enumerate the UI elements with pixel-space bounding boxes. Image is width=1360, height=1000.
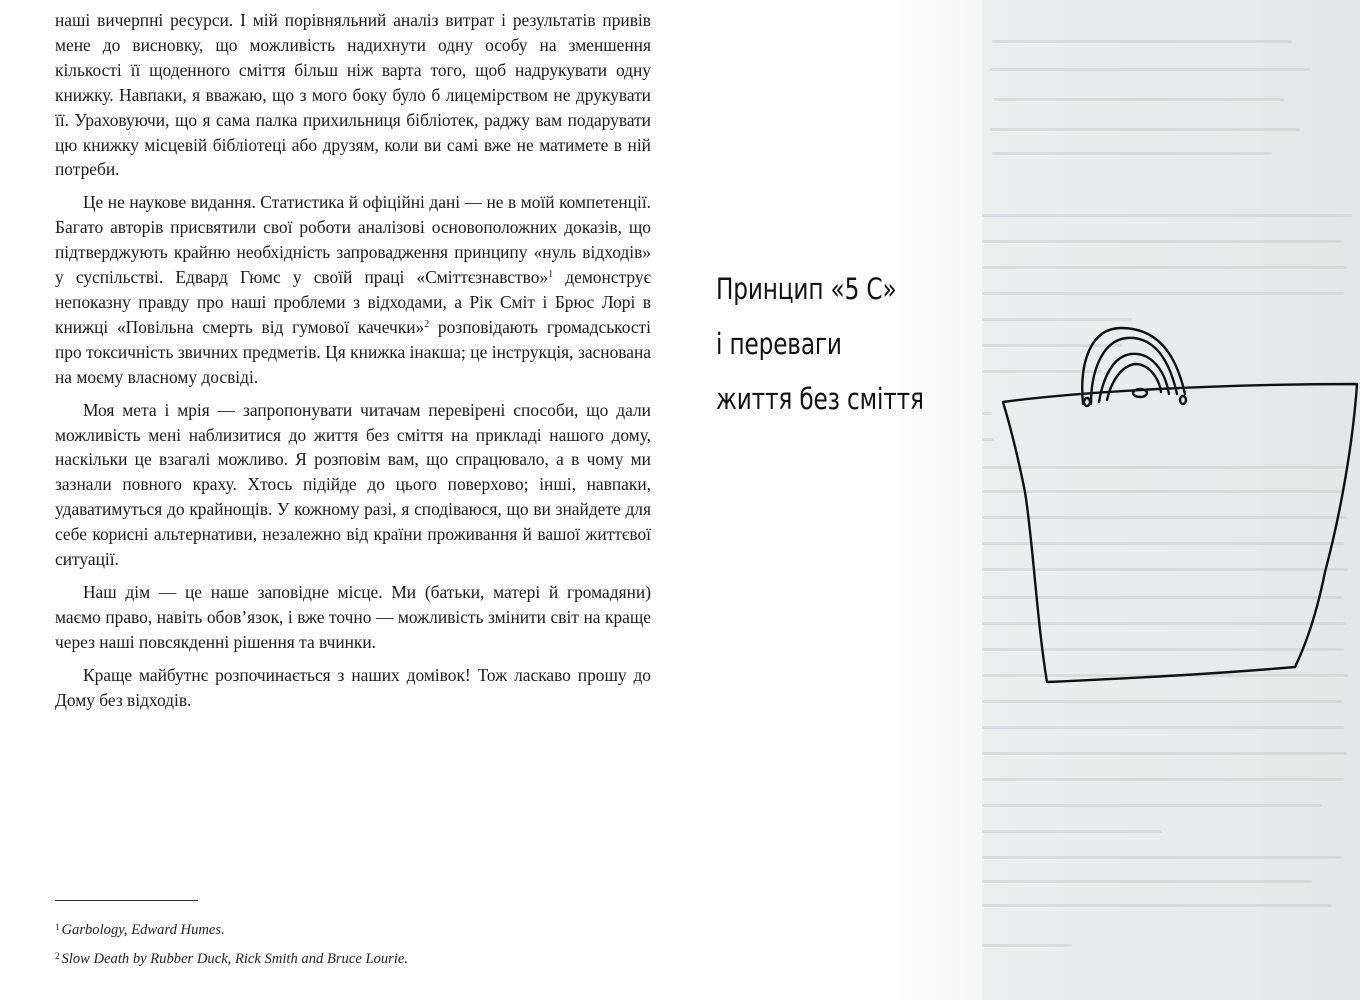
footnote-2-number: 2 bbox=[55, 951, 60, 961]
show-through-line bbox=[982, 240, 1342, 243]
paragraph-2 bbox=[55, 190, 651, 389]
chapter-title-line-2: і переваги bbox=[716, 327, 842, 361]
footnote-1 bbox=[55, 914, 655, 943]
show-through-line bbox=[982, 292, 1344, 295]
chapter-title-line-1: Принцип «5 С» bbox=[716, 272, 897, 306]
show-through-line bbox=[982, 752, 1347, 755]
paragraph-2-part-2: демонструє непоказну правду про наші проблеми з відходами, а Рік Сміт і Брюс Лорі в книжці «Повільна смерть від гумової качечки» bbox=[55, 267, 652, 337]
footnote-2 bbox=[55, 943, 655, 972]
paragraph-5: Краще майбутнє розпочинається з наших домівок! Тож ласкаво прошу до Дому без відходів. bbox=[55, 664, 651, 710]
chapter-title-line-3: життя без сміття bbox=[716, 382, 924, 416]
bag-body bbox=[1003, 384, 1357, 682]
show-through-line bbox=[982, 856, 1342, 859]
bag-rivet bbox=[1084, 398, 1090, 406]
show-through-line bbox=[982, 904, 1332, 907]
show-through-line bbox=[982, 726, 1344, 729]
footnote-1-text: Garbology, Edward Humes. bbox=[61, 922, 225, 938]
show-through-line bbox=[994, 98, 1284, 101]
show-through-line bbox=[982, 778, 1344, 781]
paragraph-4: Наш дім — це наше заповідне місце. Ми (батьки, матері й громадяни) маємо право, навіть обов’язок, і вже точно — можливість змінити світ на краще через наші повсякденні рішення та вчинки. bbox=[55, 581, 651, 652]
show-through-line bbox=[982, 830, 1162, 833]
show-through-line bbox=[982, 880, 1312, 883]
bag-rivet bbox=[1180, 396, 1186, 404]
footnote-ref-1: 1 bbox=[548, 269, 554, 281]
show-through-line bbox=[982, 700, 1342, 703]
show-through-line bbox=[982, 318, 1132, 321]
show-through-line bbox=[982, 412, 992, 415]
footnote-rule bbox=[55, 900, 198, 901]
show-through-line bbox=[982, 804, 1322, 807]
paragraph-2-part-3: розповідають громадськості про токсичність звичних предметів. Ця книжка інакша; це інструкція, заснована на моєму власному досвіді. bbox=[55, 316, 651, 387]
paragraph-1: наші вичерпні ресурси. І мій порівняльний аналіз витрат і результатів привів мене до висновку, що можливість надихнути одну особу на зменшення кількості її щоденного сміття більш ніж варта того, щоб надрукувати одну книжку. Навпаки, я вважаю, що з мого боку було б лицемірством не друкувати її. Ураховуючи, що я сама палка прихильниця бібліотек, раджу вам подарувати цю книжку місцевій бібліотеці або друзям, коли ви самі вже не матимете в ній потреби. bbox=[55, 10, 651, 180]
show-through-line bbox=[992, 40, 1292, 43]
footnotes bbox=[55, 914, 655, 972]
show-through-line bbox=[990, 68, 1310, 71]
footnote-1-number: 1 bbox=[55, 922, 60, 932]
paragraph-3: Моя мета і мрія — запропонувати читачам перевірені способи, що дали можливість мені наблизитися до життя без сміття на прикладі нашого дому, наскільки це взагалі можливо. Я розповім вам, що спрацювало, а в чому ми зазнали повного краху. Хтось підійде до цього поверхово; інші, навпаки, удаватимуться до крайнощів. У кожному разі, я сподіваюся, що ви знайдете для себе корисні альтернативи, незалежно від країни проживання й вашої життєвої ситуації. bbox=[55, 399, 651, 570]
show-through-line bbox=[982, 214, 1352, 217]
body-text bbox=[55, 8, 651, 720]
footnote-ref-2: 2 bbox=[424, 318, 430, 330]
chapter-page-white-area bbox=[690, 0, 982, 1000]
show-through-line bbox=[982, 266, 1347, 269]
footnote-2-text: Slow Death by Rubber Duck, Rick Smith and Bruce Lourie. bbox=[61, 951, 409, 967]
tote-bag-illustration bbox=[995, 322, 1360, 687]
show-through-line bbox=[982, 944, 1072, 947]
show-through-line bbox=[992, 152, 1272, 155]
chapter-title bbox=[716, 262, 956, 427]
show-through-line bbox=[982, 438, 994, 441]
show-through-line bbox=[990, 128, 1300, 131]
paragraph-2-part-1: Це не наукове видання. Статистика й офіційні дані — не в моїй компетенції. Багато авторів присвятили свої роботи аналізові основоположних доказів, що підтверджують крайню необхідність запровадження принципу «нуль відходів» у суспільстві. Едвард Гюмс у своїй праці «Сміттєзнавство» bbox=[55, 192, 651, 288]
